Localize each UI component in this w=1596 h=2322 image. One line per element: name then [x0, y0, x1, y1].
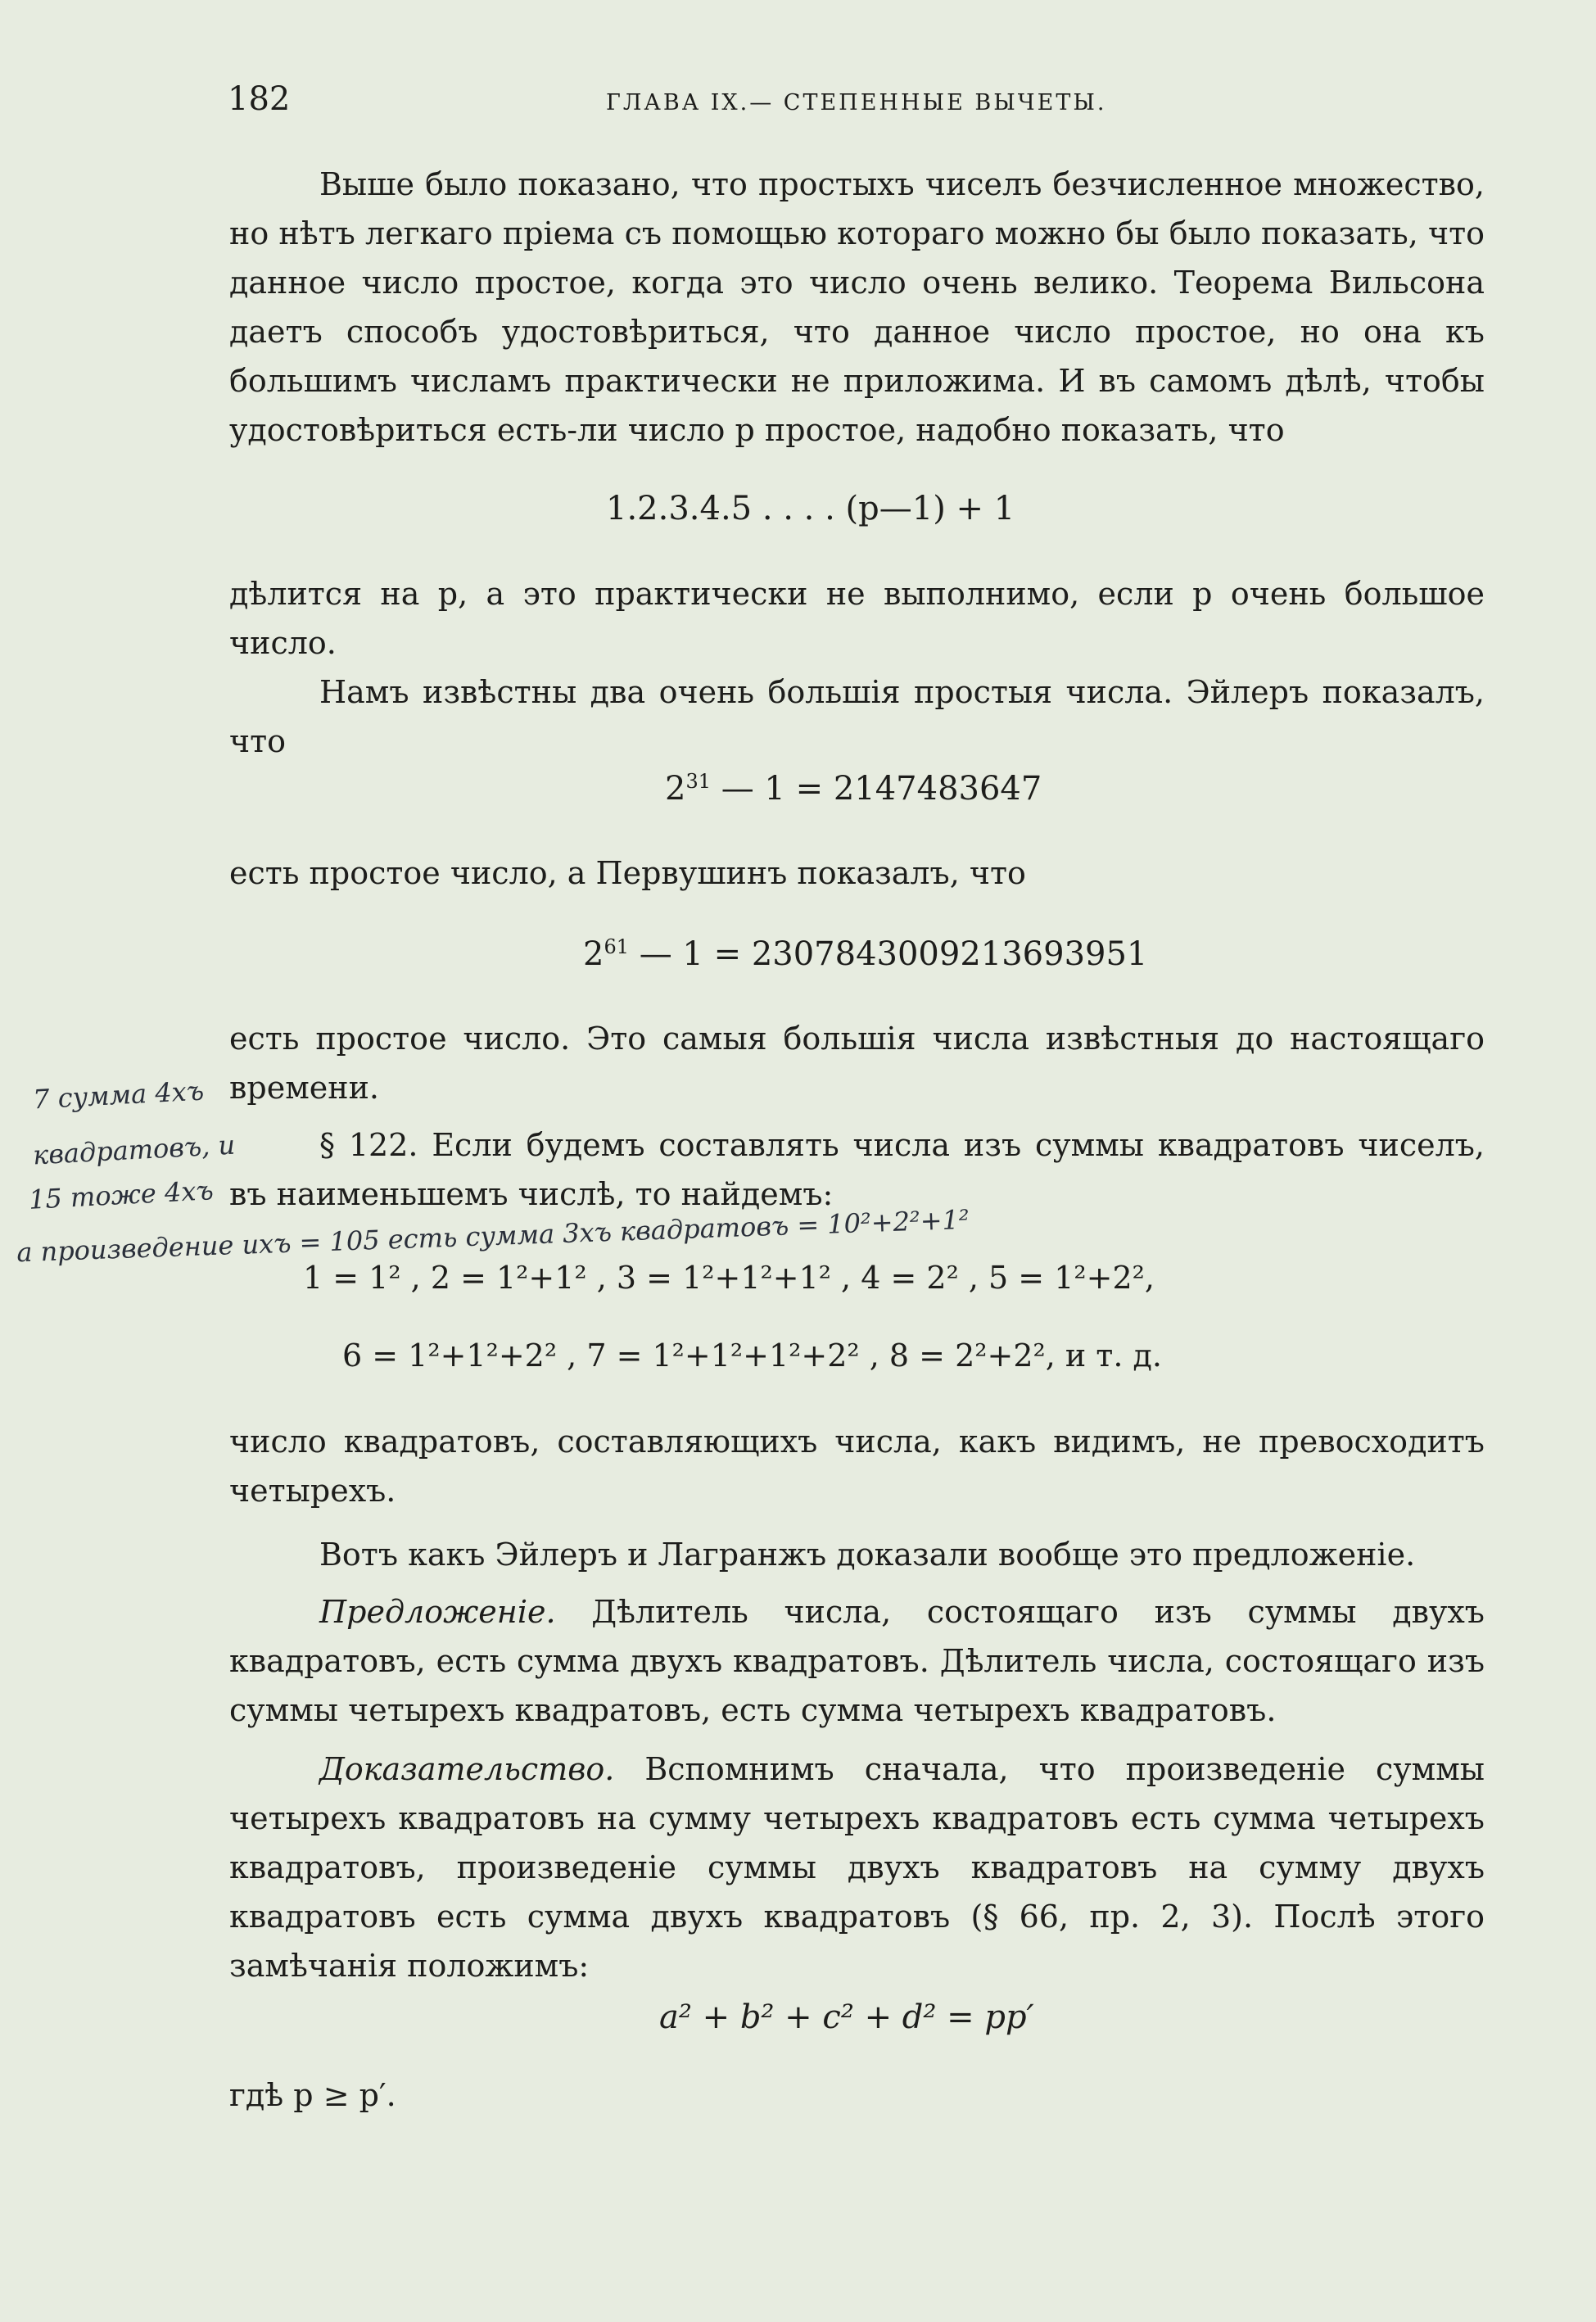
eq-rest: — 1 = 2307843009213693951 [629, 935, 1148, 973]
paragraph-text: есть простое число, а Первушинъ показалъ, что [229, 855, 1026, 891]
paragraph-text: Вспомнимъ сначала, что произведеніе суммы четырехъ квадратовъ на сумму четырехъ квадратовъ есть сумма четырехъ квадратовъ, произведеніе суммы двухъ квадратовъ на сумму двухъ квадратовъ есть сумма двухъ квадратовъ (§ 66, пр. 2, 3). Послѣ этого замѣчанія положимъ: [229, 1751, 1485, 1984]
handwritten-note-2: квадратовъ, и [32, 1129, 236, 1171]
paragraph-6 [229, 1120, 1485, 1219]
paragraph-text: Если будемъ составлять числа изъ суммы квадратовъ чиселъ, въ наименьшемъ числѣ, то найдемъ: [229, 1127, 1485, 1212]
paragraph-11 [229, 2071, 1485, 2120]
paragraph-text: Дѣлитель числа, состоящаго изъ суммы двухъ квадратовъ, есть сумма двухъ квадратовъ. Дѣлитель числа, состоящаго изъ суммы четырехъ квадратовъ, есть сумма четырехъ квадратовъ. [229, 1594, 1485, 1728]
section-number: § 122. [319, 1127, 418, 1163]
handwritten-note-3: 15 тоже 4хъ [28, 1175, 215, 1215]
squares-row-1: 1 = 1² , 2 = 1²+1² , 3 = 1²+1²+1² , 4 = 2² , 5 = 1²+2², [303, 1260, 1155, 1296]
page-number: 182 [228, 80, 291, 118]
paragraph-10 [229, 1745, 1485, 1990]
eq-exponent: 31 [685, 770, 711, 793]
eq-base: 2 [665, 770, 686, 808]
paragraph-text: есть простое число. Это самыя большія числа извѣстныя до настоящаго времени. [229, 1021, 1485, 1106]
equation-mersenne-31 [665, 770, 1042, 808]
eq-exponent: 61 [604, 935, 629, 958]
proposition-label: Предложеніе. [319, 1594, 556, 1630]
paragraph-4 [229, 849, 1485, 898]
eq-base: 2 [583, 935, 604, 973]
paragraph-text: число квадратовъ, составляющихъ числа, какъ видимъ, не превосходитъ четырехъ. [229, 1424, 1485, 1509]
paragraph-text: гдѣ p ≥ p′. [229, 2077, 396, 2113]
eq-rest: — 1 = 2147483647 [711, 770, 1042, 808]
paragraph-5 [229, 1014, 1485, 1112]
handwritten-note-4: а произведение ихъ = 105 есть сумма 3хъ квадратовъ = 10²+2²+1² [16, 1203, 970, 1269]
proof-label: Доказательство. [319, 1751, 615, 1787]
paragraph-text: дѣлится на p, а это практически не выполнимо, если p очень большое число. [229, 576, 1485, 661]
paragraph-7 [229, 1417, 1485, 1515]
paragraph-text: Вотъ какъ Эйлеръ и Лагранжъ доказали вообще это предложеніе. [319, 1537, 1416, 1573]
paragraph-1 [229, 160, 1485, 455]
equation-mersenne-61 [583, 935, 1147, 973]
paragraph-text: Намъ извѣстны два очень большія простыя числа. Эйлеръ показалъ, что [229, 674, 1485, 759]
squares-row-2: 6 = 1²+1²+2² , 7 = 1²+1²+1²+2² , 8 = 2²+2², и т. д. [342, 1338, 1162, 1374]
paragraph-3 [229, 668, 1485, 766]
chapter-title: ГЛАВА IX.— СТЕПЕННЫЕ ВЫЧЕТЫ. [606, 90, 1107, 115]
paragraph-2 [229, 569, 1485, 668]
paragraph-9 [229, 1587, 1485, 1735]
paragraph-8 [229, 1530, 1485, 1579]
equation-four-squares: a² + b² + c² + d² = pp′ [659, 1998, 1034, 2036]
handwritten-note-1: 7 сумма 4хъ [32, 1075, 205, 1116]
equation-wilson: 1.2.3.4.5 . . . . (p—1) + 1 [606, 490, 1015, 527]
paragraph-text: Выше было показано, что простыхъ чиселъ безчисленное множество, но нѣтъ легкаго пріема съ помощью котораго можно бы было показать, что данное число простое, когда это число очень велико. Теорема Вильсона даетъ способъ удостовѣриться, что данное число простое, но она къ большимъ числамъ практически не приложима. И въ самомъ дѣлѣ, чтобы удостовѣриться есть-ли число p простое, надобно показать, что [229, 166, 1485, 448]
